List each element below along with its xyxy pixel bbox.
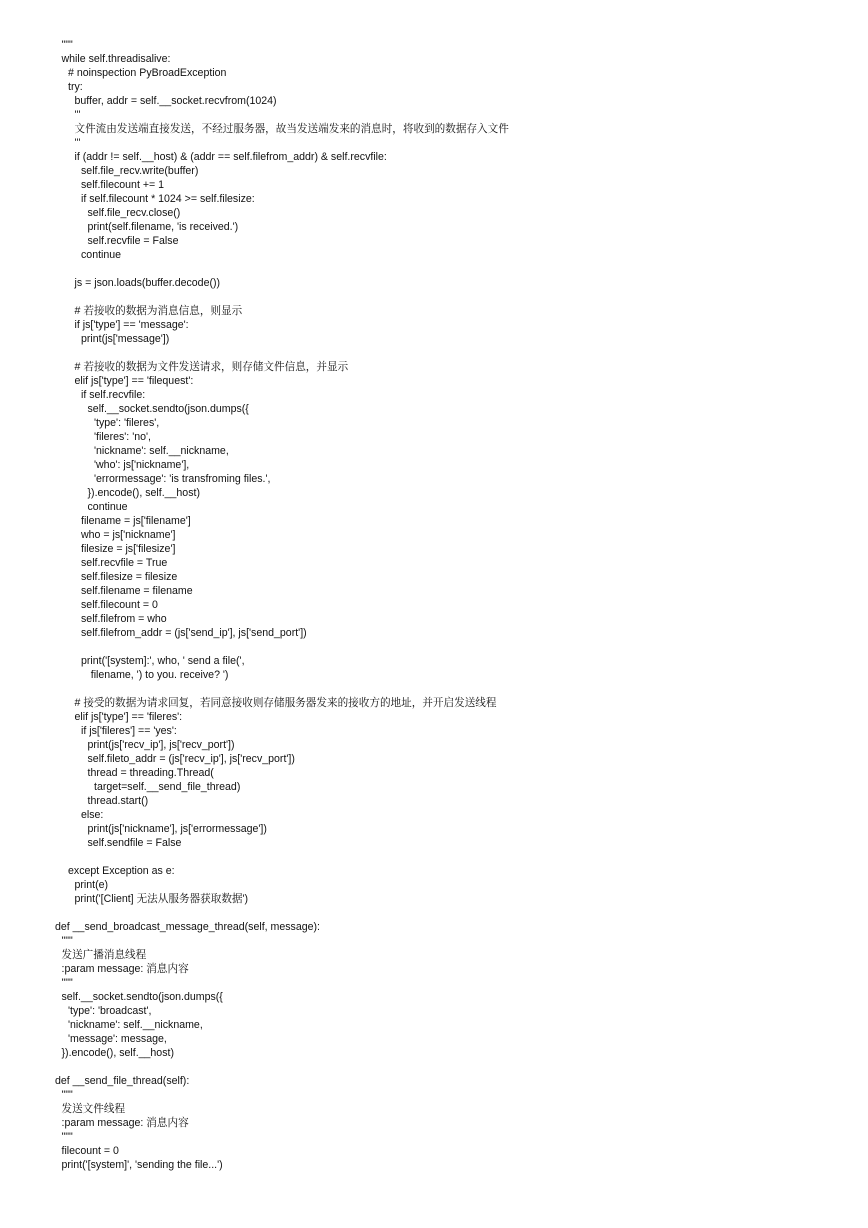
code-line: self.filesize = filesize xyxy=(81,571,178,583)
code-line: 'nickname': self.__nickname, xyxy=(94,445,229,457)
code-line: self.filefrom_addr = (js['send_ip'], js['send_port']) xyxy=(81,627,307,639)
code-line: if self.filecount * 1024 >= self.filesize: xyxy=(81,193,255,205)
code-line: thread = threading.Thread( xyxy=(87,767,214,779)
code-line: self.filefrom = who xyxy=(81,613,167,625)
code-line: 文件流由发送端直接发送，不经过服务器，故当发送端发来的消息时，将收到的数据存入文件 xyxy=(74,123,509,135)
code-listing xyxy=(0,38,868,1172)
code-line: }).encode(), self.__host) xyxy=(61,1047,174,1059)
code-line: target=self.__send_file_thread) xyxy=(94,781,241,793)
code-line xyxy=(0,906,868,920)
code-line xyxy=(0,640,868,654)
code-line: def __send_file_thread(self): xyxy=(55,1075,190,1087)
code-line: if js['type'] == 'message': xyxy=(74,319,189,331)
code-line: 'errormessage': 'is transfroming files.', xyxy=(94,473,271,485)
code-line: """ xyxy=(61,1131,73,1143)
code-line: who = js['nickname'] xyxy=(81,529,176,541)
code-line: self.fileto_addr = (js['recv_ip'], js['recv_port']) xyxy=(87,753,295,765)
code-line: 'nickname': self.__nickname, xyxy=(68,1019,203,1031)
code-line: :param message: 消息内容 xyxy=(61,1117,189,1129)
code-line: print(js['recv_ip'], js['recv_port']) xyxy=(87,739,235,751)
code-line: try: xyxy=(68,81,83,93)
code-line: filename, ') to you. receive? ') xyxy=(90,669,229,681)
code-line: print(e) xyxy=(74,879,109,891)
code-line: ''' xyxy=(74,109,81,121)
code-line: 'type': 'broadcast', xyxy=(68,1005,152,1017)
code-line: elif js['type'] == 'filequest': xyxy=(74,375,194,387)
code-line: 'who': js['nickname'], xyxy=(94,459,190,471)
code-line: """ xyxy=(61,1089,73,1101)
code-line: print(self.filename, 'is received.') xyxy=(87,221,239,233)
code-line: print('[system]:', who, ' send a file(', xyxy=(81,655,245,667)
code-line: elif js['type'] == 'fileres': xyxy=(74,711,183,723)
code-line: self.__socket.sendto(json.dumps({ xyxy=(61,991,223,1003)
code-line xyxy=(0,290,868,304)
code-line: # 若接收的数据为文件发送请求，则存储文件信息，并显示 xyxy=(74,361,349,373)
code-line xyxy=(0,346,868,360)
code-line: buffer, addr = self.__socket.recvfrom(1024) xyxy=(74,95,277,107)
code-line: self.recvfile = False xyxy=(87,235,179,247)
code-line: filecount = 0 xyxy=(61,1145,119,1157)
code-line: continue xyxy=(87,501,128,513)
code-line: 发送文件线程 xyxy=(61,1103,126,1115)
code-line: self.filecount += 1 xyxy=(81,179,165,191)
code-line: 发送广播消息线程 xyxy=(61,949,147,961)
code-line: """ xyxy=(61,977,73,989)
code-line: if (addr != self.__host) & (addr == self.filefrom_addr) & self.recvfile: xyxy=(74,151,387,163)
code-line: self.filecount = 0 xyxy=(81,599,158,611)
code-line: """ xyxy=(61,935,73,947)
code-line: thread.start() xyxy=(87,795,149,807)
code-line: self.__socket.sendto(json.dumps({ xyxy=(87,403,249,415)
code-line: js = json.loads(buffer.decode()) xyxy=(74,277,221,289)
code-line: print('[system]', 'sending the file...') xyxy=(61,1159,223,1171)
code-line: self.sendfile = False xyxy=(87,837,182,849)
code-line xyxy=(0,850,868,864)
code-line: else: xyxy=(81,809,104,821)
code-line: if js['fileres'] == 'yes': xyxy=(81,725,177,737)
code-line: print(js['nickname'], js['errormessage']) xyxy=(87,823,267,835)
code-line: self.file_recv.write(buffer) xyxy=(81,165,199,177)
code-line: continue xyxy=(81,249,122,261)
code-line: while self.threadisalive: xyxy=(61,53,171,65)
code-line: ''' xyxy=(74,137,81,149)
code-line: """ xyxy=(61,39,73,51)
code-line: # 若接收的数据为消息信息，则显示 xyxy=(74,305,243,317)
code-line: # 接受的数据为请求回复，若同意接收则存储服务器发来的接收方的地址，并开启发送线程 xyxy=(74,697,497,709)
code-line: def __send_broadcast_message_thread(self, message): xyxy=(55,921,321,933)
code-line xyxy=(0,262,868,276)
code-line: 'message': message, xyxy=(68,1033,167,1045)
code-line: # noinspection PyBroadException xyxy=(68,67,227,79)
code-line: filesize = js['filesize'] xyxy=(81,543,176,555)
code-line: print(js['message']) xyxy=(81,333,170,345)
code-line: :param message: 消息内容 xyxy=(61,963,189,975)
code-line: 'type': 'fileres', xyxy=(94,417,160,429)
code-line: if self.recvfile: xyxy=(81,389,146,401)
code-line: print('[Client] 无法从服务器获取数据') xyxy=(74,893,249,905)
code-line: self.filename = filename xyxy=(81,585,193,597)
code-line: 'fileres': 'no', xyxy=(94,431,151,443)
code-line xyxy=(0,1060,868,1074)
code-line: }).encode(), self.__host) xyxy=(87,487,200,499)
code-line: filename = js['filename'] xyxy=(81,515,191,527)
code-line: except Exception as e: xyxy=(68,865,175,877)
code-line xyxy=(0,682,868,696)
code-line: self.recvfile = True xyxy=(81,557,168,569)
code-line: self.file_recv.close() xyxy=(87,207,181,219)
